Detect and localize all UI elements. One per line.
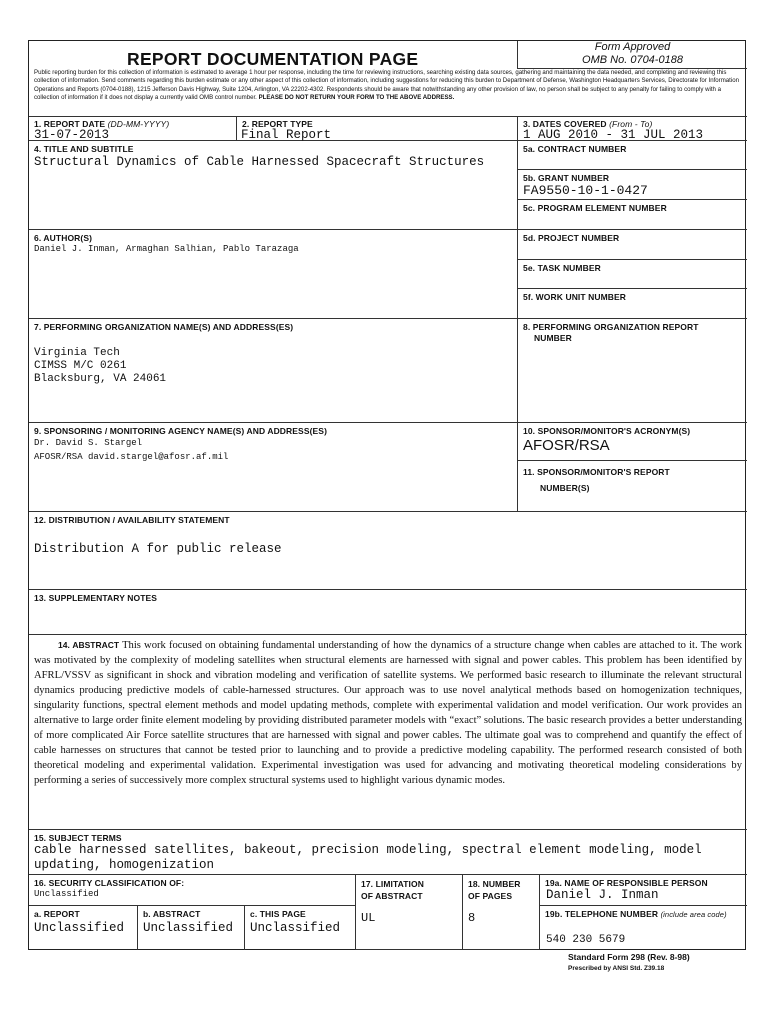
performing-report-label-line: 8. PERFORMING ORGANIZATION REPORT — [523, 322, 699, 332]
report-date-label: 1. REPORT DATE — [34, 119, 106, 129]
distribution-value: Distribution A for public release — [34, 542, 282, 556]
prescribed-by: Prescribed by ANSI Std. Z39.18 — [568, 965, 665, 972]
abstract-classification-field[interactable] — [138, 906, 245, 950]
abstract-body — [34, 638, 742, 788]
supplementary-label: 13. SUPPLEMENTARY NOTES — [34, 593, 158, 603]
pages-label-line: 18. NUMBER — [468, 879, 521, 889]
report-type-value: Final Report — [241, 128, 332, 142]
performing-org-label: 7. PERFORMING ORGANIZATION NAME(S) AND ADDRESS(ES) — [34, 322, 294, 332]
report-type-field[interactable] — [237, 116, 518, 141]
sponsor-acronym-label: 10. SPONSOR/MONITOR'S ACRONYM(S) — [523, 426, 691, 436]
report-documentation-form — [28, 40, 746, 950]
report-classification-field[interactable] — [29, 906, 138, 950]
pages-label-line: OF PAGES — [468, 891, 513, 901]
abstract-classification-label: b. ABSTRACT — [143, 909, 201, 919]
sponsoring-agency-value — [34, 436, 228, 464]
grant-number-value: FA9550-10-1-0427 — [523, 183, 648, 198]
program-element-label: 5c. PROGRAM ELEMENT NUMBER — [523, 203, 667, 213]
sponsoring-agency-field[interactable] — [29, 423, 518, 512]
telephone-hint: (include area code) — [660, 910, 727, 919]
sponsor-line: Dr. David S. Stargel — [34, 438, 143, 448]
authors-label: 6. AUTHOR(S) — [34, 233, 93, 243]
report-date-value: 31-07-2013 — [34, 128, 110, 142]
sponsor-acronym-value: AFOSR/RSA — [523, 437, 610, 454]
sponsor-acronym-field[interactable] — [518, 423, 747, 461]
page-classification-value: Unclassified — [250, 921, 341, 935]
subject-terms-value — [34, 843, 702, 873]
distribution-label: 12. DISTRIBUTION / AVAILABILITY STATEMENT — [34, 515, 230, 525]
report-classification-label: a. REPORT — [34, 909, 80, 919]
project-number-field[interactable] — [518, 230, 747, 260]
work-unit-label: 5f. WORK UNIT NUMBER — [523, 292, 627, 302]
performing-report-field[interactable] — [518, 319, 747, 423]
monitor-report-label-line: 11. SPONSOR/MONITOR'S REPORT — [523, 467, 670, 477]
monitor-report-label — [523, 464, 670, 496]
performing-report-label-line: NUMBER — [534, 333, 572, 343]
number-of-pages-label — [468, 878, 520, 902]
grant-number-field[interactable] — [518, 170, 747, 200]
telephone-label — [545, 909, 740, 920]
grant-number-label: 5b. GRANT NUMBER — [523, 173, 610, 183]
work-unit-field[interactable] — [518, 289, 747, 319]
page-classification-field[interactable] — [245, 906, 356, 950]
authors-value: Daniel J. Inman, Armaghan Salhian, Pablo Tarazaga — [34, 244, 299, 254]
security-classification-field[interactable] — [29, 875, 356, 906]
form-approved-label: Form Approved — [594, 41, 671, 53]
title-field[interactable] — [29, 141, 518, 230]
limitation-label-line: OF ABSTRACT — [361, 891, 423, 901]
distribution-field[interactable] — [29, 512, 747, 590]
supplementary-field[interactable] — [29, 590, 747, 635]
page-classification-label: c. THIS PAGE — [250, 909, 306, 919]
limitation-label — [361, 878, 424, 902]
limitation-value: UL — [361, 911, 376, 925]
page-title: REPORT DOCUMENTATION PAGE — [127, 49, 419, 69]
dates-covered-value: 1 AUG 2010 - 31 JUL 2013 — [523, 128, 704, 142]
responsible-person-value: Daniel J. Inman — [546, 888, 659, 902]
header-title-cell — [29, 41, 518, 69]
subject-terms-line: cable harnessed satellites, bakeout, precision modeling, spectral element modeling, model — [34, 843, 702, 857]
contract-number-field[interactable] — [518, 141, 747, 170]
task-number-field[interactable] — [518, 260, 747, 289]
number-of-pages-value: 8 — [468, 911, 476, 925]
dates-covered-field[interactable] — [518, 116, 747, 141]
authors-field[interactable] — [29, 230, 518, 319]
abstract-field[interactable] — [29, 635, 747, 830]
telephone-field[interactable] — [540, 906, 747, 950]
performing-org-field[interactable] — [29, 319, 518, 423]
telephone-label-text: 19b. TELEPHONE NUMBER — [545, 909, 659, 919]
limitation-label-line: 17. LIMITATION — [361, 879, 424, 889]
telephone-value: 540 230 5679 — [546, 934, 626, 946]
sponsor-line: AFOSR/RSA david.stargel@afosr.af.mil — [34, 452, 229, 462]
sponsoring-agency-label: 9. SPONSORING / MONITORING AGENCY NAME(S) AND ADDRESS(ES) — [34, 426, 327, 436]
responsible-person-label: 19a. NAME OF RESPONSIBLE PERSON — [545, 878, 708, 888]
burden-bold-text: PLEASE DO NOT RETURN YOUR FORM TO THE ABOVE ADDRESS. — [258, 94, 455, 102]
responsible-person-field[interactable] — [540, 875, 747, 906]
abstract-text: This work focused on obtaining fundamental understanding of how the dynamics of a structure change when cables are attached to it. The work was motivated by the complexity of modeling satellites when structural elements are harnessed with signal and power cables. This problem has been identified by AFRL/VSSV as significant in shock and vibration modeling and verification of satellite systems. We performed basic research to illuminate the relevant structural dynamics producing predictive models of cable-harnessed structures. Our approach was to use novel analytical methods based on homogenization techniques, singularity functions, spectral element methods and model updating methods, complete with experimental validation and model verification. Our work provides an alternative to large order finite element modeling by providing distributed parameter models with “exact” solutions. The basic research provides a better understanding of more complicated Air Force satellite structures that are harnessed with signal and power cables. The ultimate goal was to comprehend and quantify the effect of cable harnesses on structures that cannot be tested prior to launching and to provide a predictive modeling capability. The performed research consisted of both theoretical modeling and experimental validation. Experimental investigation was used for advancing and motivating theoretical modeling considerations by performing a series of successively more complex structural systems used to highlight various dynamic modes. — [34, 640, 742, 786]
task-number-label: 5e. TASK NUMBER — [523, 263, 601, 273]
performing-report-label — [523, 322, 699, 344]
title-value: Structural Dynamics of Cable Harnessed Spacecraft Structures — [34, 155, 485, 169]
burden-statement — [34, 69, 739, 103]
performing-org-line: CIMSS M/C 0261 — [34, 360, 127, 372]
subject-terms-field[interactable] — [29, 830, 747, 875]
project-number-label: 5d. PROJECT NUMBER — [523, 233, 620, 243]
report-type-label: 2. REPORT TYPE — [242, 119, 313, 129]
monitor-report-label-line: NUMBER(S) — [540, 483, 590, 493]
number-of-pages-field[interactable] — [463, 875, 540, 950]
title-label: 4. TITLE AND SUBTITLE — [34, 144, 134, 154]
performing-org-line: Virginia Tech — [34, 347, 120, 359]
performing-org-line: Blacksburg, VA 24061 — [34, 373, 167, 385]
abstract-label: 14. ABSTRACT — [58, 640, 120, 650]
performing-org-address — [34, 347, 166, 386]
security-classification-value: Unclassified — [34, 889, 99, 899]
omb-cell — [518, 41, 747, 69]
monitor-report-field[interactable] — [518, 461, 747, 512]
contract-number-label: 5a. CONTRACT NUMBER — [523, 144, 627, 154]
dates-covered-label: 3. DATES COVERED — [523, 119, 607, 129]
omb-number: OMB No. 0704-0188 — [582, 54, 683, 66]
limitation-field[interactable] — [356, 875, 463, 950]
security-classification-label: 16. SECURITY CLASSIFICATION OF: — [34, 878, 185, 888]
abstract-classification-value: Unclassified — [143, 921, 234, 935]
burden-text: Public reporting burden for this collection of information is estimated to average 1 hour per response, including the time for reviewing instructions, searching existing data sources, gathering and maintaining the data needed, and completing and reviewing this collection of information. Send comments regarding this burden estimate or any other aspect of this collection of information, including suggestions for reducing this burden to Department of Defense, Washington Headquarters Services, Directorate for Information Operations and Reports (0704-0188), 1215 Jefferson Davis Highway, Suite 1204, Arlington, VA 22202-4302. Respondents should be aware that notwithstanding any other provision of law, no person shall be subject to any penalty for failing to comply with a collection of information if it does not display a currently valid OMB control number. — [34, 69, 739, 102]
dates-covered-hint: (From - To) — [609, 119, 653, 129]
report-date-hint: (DD-MM-YYYY) — [107, 119, 170, 129]
program-element-field[interactable] — [518, 200, 747, 230]
subject-terms-label: 15. SUBJECT TERMS — [34, 833, 122, 843]
subject-terms-line: updating, homogenization — [34, 858, 215, 872]
report-date-field[interactable] — [29, 116, 237, 141]
standard-form-number: Standard Form 298 (Rev. 8-98) — [568, 952, 690, 962]
report-classification-value: Unclassified — [34, 921, 125, 935]
